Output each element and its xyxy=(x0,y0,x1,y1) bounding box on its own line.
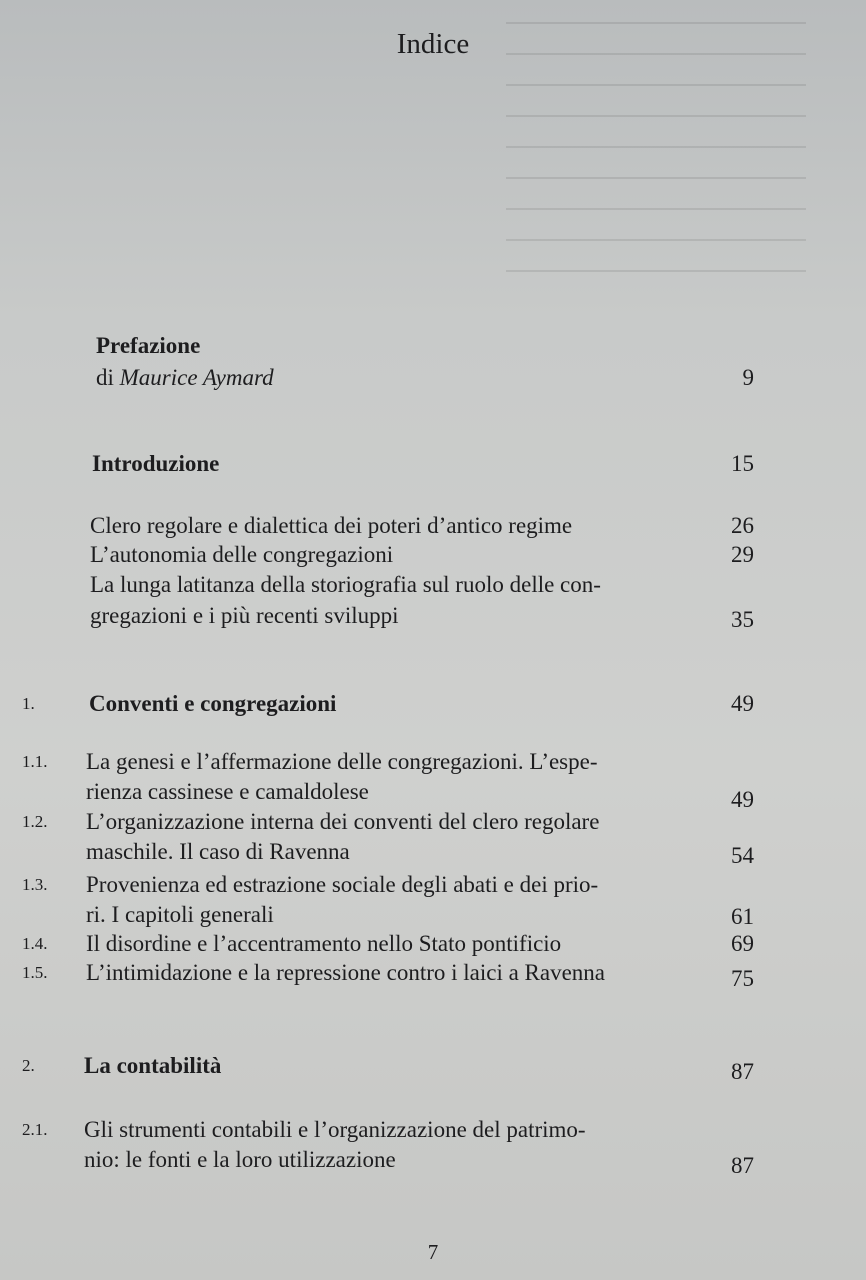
entry-text: Il disordine e l’accentramento nello Stato pontificio xyxy=(86,931,562,956)
entry-text: Gli strumenti contabili e l’organizzazione del patrimo- xyxy=(84,1117,586,1142)
entry-page: 75 xyxy=(731,966,754,991)
entry-text: L’intimidazione e la repressione contro i laici a Ravenna xyxy=(86,960,606,985)
toc-entry xyxy=(0,449,866,479)
toc-entry-cont xyxy=(0,900,866,930)
page-title: Indice xyxy=(396,28,470,60)
entry-number: 1. xyxy=(22,694,35,713)
entry-page: 87 xyxy=(731,1153,754,1178)
entry-text: ri. I capitoli generali xyxy=(86,902,274,927)
entry-page: 54 xyxy=(731,843,754,868)
toc-entry-cont xyxy=(0,837,866,867)
entry-page: 49 xyxy=(731,691,754,716)
entry-page: 26 xyxy=(731,513,754,538)
entry-text: maschile. Il caso di Ravenna xyxy=(86,839,350,864)
toc-entry xyxy=(0,870,866,900)
entry-text: La genesi e l’affermazione delle congregazioni. L’espe- xyxy=(86,749,598,774)
entry-text: Prefazione xyxy=(96,333,201,358)
entry-number: 1.4. xyxy=(22,934,48,953)
entry-text: nio: le fonti e la loro utilizzazione xyxy=(84,1147,396,1172)
toc-entry-cont xyxy=(0,1145,866,1178)
entry-number: 1.3. xyxy=(22,875,48,894)
toc-entry xyxy=(0,363,866,393)
entry-page: 69 xyxy=(731,931,754,956)
toc-entry xyxy=(0,540,866,570)
toc-entry xyxy=(0,570,866,600)
toc-entry xyxy=(0,1115,866,1145)
toc-entry xyxy=(0,1051,866,1084)
entry-text: gregazioni e i più recenti sviluppi xyxy=(90,603,399,628)
entry-number: 2. xyxy=(22,1056,35,1075)
entry-text: Conventi e congregazioni xyxy=(89,691,337,716)
toc-entry xyxy=(0,331,866,361)
entry-page: 15 xyxy=(731,451,754,476)
entry-number: 1.2. xyxy=(22,812,48,831)
entry-page: 49 xyxy=(731,787,754,812)
entry-page: 9 xyxy=(742,365,754,390)
entry-text: Clero regolare e dialettica dei poteri d’antico regime xyxy=(90,513,573,538)
entry-page: 61 xyxy=(731,904,754,929)
entry-number: 2.1. xyxy=(22,1120,48,1139)
entry-number: 1.1. xyxy=(22,752,48,771)
toc-entry xyxy=(0,747,866,777)
entry-text: La lunga latitanza della storiografia sul ruolo delle con- xyxy=(90,572,601,597)
toc-entry xyxy=(0,511,866,541)
entry-number: 1.5. xyxy=(22,963,48,982)
toc-entry-cont xyxy=(0,777,866,812)
entry-text: L’organizzazione interna dei conventi del clero regolare xyxy=(86,809,600,834)
entry-page: 29 xyxy=(731,542,754,567)
page-number: 7 xyxy=(427,1240,439,1264)
entry-text: Provenienza ed estrazione sociale degli abati e dei prio- xyxy=(86,872,599,897)
entry-text: La contabilità xyxy=(84,1053,222,1078)
entry-page: 35 xyxy=(731,607,754,632)
toc-entry xyxy=(0,807,866,837)
entry-text: rienza cassinese e camaldolese xyxy=(86,779,369,804)
toc-entry xyxy=(0,689,866,719)
entry-text: L’autonomia delle congregazioni xyxy=(90,542,394,567)
entry-text: Introduzione xyxy=(92,451,220,476)
toc-entry xyxy=(0,958,866,991)
entry-page: 87 xyxy=(731,1059,754,1084)
toc-entry xyxy=(0,929,866,959)
toc-entry-cont xyxy=(0,601,866,631)
entry-text: di Maurice Aymard xyxy=(96,365,274,390)
